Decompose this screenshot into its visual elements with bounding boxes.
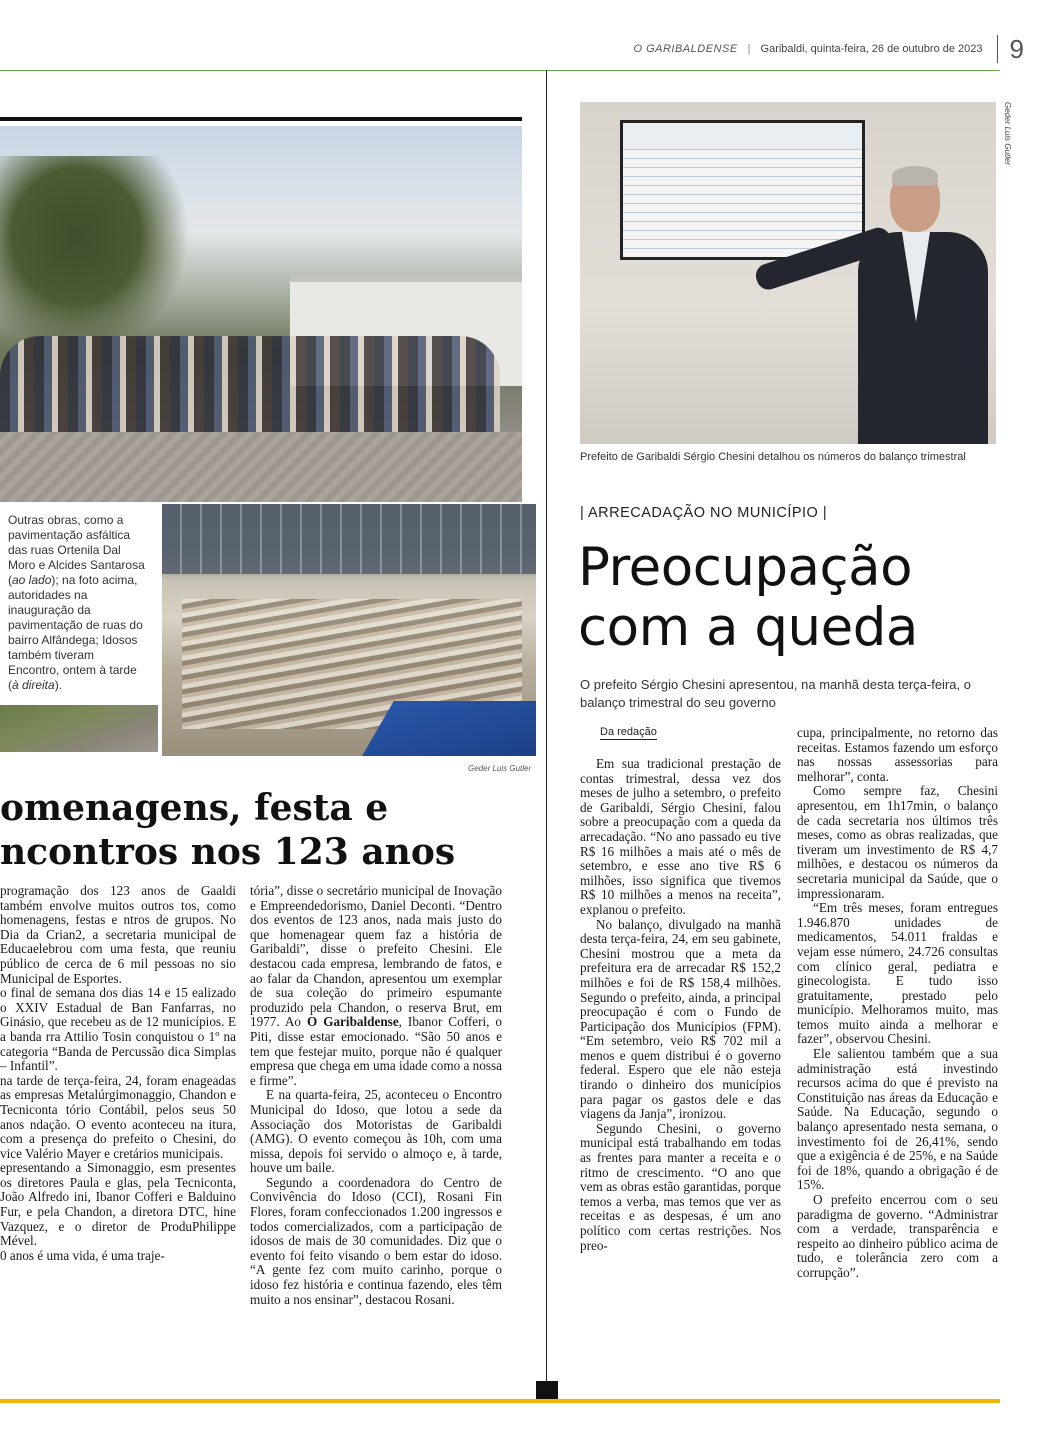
paragraph: epresentando a Simonaggio, esm presentes os diretores Paula e glas, pela Tecniconta, João Alfredo ini, Ibanor Cofferi e Balduino Fur, e pela Chandon, a diretora DTC, hine Vazquez, e o diretor de ProduPhilippe Mével. [0, 1160, 236, 1249]
paragraph: Segundo a coordenadora do Centro de Convivência do Idoso (CCI), Rosani Fin Flores, foram confeccionados 1.200 ingressos e todos comercializados, com a participação de idosos de mais de 30 comunidades. Diz que o evento foi feito visando o bem estar do idoso. “A gente fez com muito carinho, porque o idoso fez história e continua fazendo, eles têm muito a nos ensinar”, destacou Rosani. [250, 1174, 502, 1307]
dateline: Garibaldi, quinta-feira, 26 de outubro de 2023 [760, 43, 983, 55]
trees-shape [0, 156, 190, 356]
section-rule [0, 117, 522, 121]
paragraph: Em sua tradicional prestação de contas trimestral, dessa vez dos meses de julho a setembro, o prefeito de Garibaldi, Sérgio Chesini, falou sobre a preocupação com a queda da arrecadação. “No ano passado eu tive R$ 16 milhões a mais até o mês de setembro, e esse ano tive R$ 6 milhões, isso significa que tivemos R$ 10 milhões a menos na receita”, explanou o prefeito. [580, 756, 781, 917]
footer-rule [0, 1399, 1000, 1403]
mayor-figure-shape [850, 162, 990, 444]
header-separator: | [747, 43, 751, 55]
group-photo-inauguration [0, 126, 522, 502]
photo-side-caption: Outras obras, como a pavimentação asfáltica das ruas Ortenila Dal Moro e Alcides Santarosa (ao lado); na foto acima, autoridades na inauguração da pavimentação de ruas do bairro Alfândega; Idosos também tiveram Encontro, ontem à tarde (à direita). [8, 513, 145, 692]
photo-credit-vertical: Geder Luis Gutler [1003, 102, 1012, 166]
article-column-1 [580, 757, 781, 1253]
paragraph: O prefeito encerrou com o seu paradigma de governo. “Administrar com a verdade, transparência e respeito ao dinheiro público acima de tudo, e tolerância zero com a corrupção”. [797, 1192, 998, 1280]
article-column-2 [797, 726, 998, 1281]
photo-credit: Geder Luis Gutler [468, 764, 532, 773]
mayor-presentation-photo [580, 102, 996, 444]
page-number: 9 [997, 35, 1024, 63]
elderly-meeting-photo [160, 502, 538, 758]
hall-roof-shape [162, 504, 536, 574]
street-photo-fragment [0, 705, 158, 752]
mayor-photo-caption: Prefeito de Garibaldi Sérgio Chesini detalhou os números do balanço trimestral [580, 451, 966, 463]
article-lead: O prefeito Sérgio Chesini apresentou, na manhã desta terça-feira, o balanço trimestral do seu governo [580, 677, 971, 710]
byline: Da redação [600, 726, 657, 738]
paragraph: No balanço, divulgado na manhã desta terça-feira, 24, em seu gabinete, Chesini mostrou que a meta da prefeitura era de arrecadar R$ 152,2 milhões e foi de R$ 158,4 milhões. Segundo o prefeito, ainda, a principal preocupação é com o Fundo de Participação dos Municípios (FPM). “Em setembro, veio R$ 702 mil a menos e quem distribui é o governo federal. Espero que ele não esteja tirando o dinheiro dos municípios para pagar os gastos dele e das viagens da Janja”, ironizou. [580, 916, 781, 1122]
left-article-column-2 [250, 884, 502, 1307]
hall-blue-floor-shape [362, 701, 538, 756]
paragraph: Ele salientou também que a sua administração está investindo recursos acima do que é previsto na Constituição nas áreas da Educação e Saúde. Na Educação, segundo o balanço apresentado nesta semana, o investimento foi de 26,41%, sendo que a exigência é de 25%, e na Saúde foi de 18%, quando a obrigação é de 15%. [797, 1046, 998, 1193]
paragraph: Segundo Chesini, o governo municipal está trabalhando em todas as frentes para manter a receita e o ritmo de crescimento. “O ano que vem as obras estão garantidas, porque temos a verba, mas temos que ver as receitas e as despesas, é um ano político com certas restrições. Nos preo- [580, 1120, 781, 1253]
paragraph: na tarde de terça-feira, 24, foram enageadas as empresas Metalúrgimonaggio, Chandon e Tecniconta tório Contábil, pelos seus 50 anos ndação. O evento aconteceu na itura, com a presença do prefeito o Chesini, do vice Valério Mayer e cretários municipais. [0, 1072, 236, 1161]
paragraph: cupa, principalmente, no retorno das receitas. Estamos fazendo um esforço nas nossas assessorias para melhorar”, conta. [797, 725, 998, 784]
presentation-screen-shape [620, 120, 865, 260]
article-headline: Preocupação com a queda [578, 537, 918, 658]
paragraph: o final de semana dos dias 14 e 15 ealizado o XXIV Estadual de Ban Fanfarras, no Ginásio, que recebeu as de 12 municípios. E a banda rra Attilio Tosin conquistou o 1º na categoria “Banda de Percussão dica Simplas – Infantil”. [0, 985, 236, 1074]
header-rule [0, 70, 1000, 71]
column-divider [546, 70, 547, 1385]
paragraph: E na quarta-feira, 25, aconteceu o Encontro Municipal do Idoso, que lotou a sede da Associação dos Motoristas de Garibaldi (AMG). O evento começou às 10h, com uma missa, depois foi servido o almoço e, à tarde, houve um baile. [250, 1087, 502, 1176]
paragraph: “Em três meses, foram entregues 1.946.870 unidades de medicamentos, 54.011 fraldas e vejam esse número, 24.726 consultas com clínico geral, pediatra e ginecologista. E tudo isso gratuitamente, prestado pelo município. Melhoramos muito, mas temos muito ainda a melhorar e fazer”, observou Chesini. [797, 900, 998, 1047]
article-kicker: | ARRECADAÇÃO NO MUNICÍPIO | [580, 505, 828, 521]
paragraph: 0 anos é uma vida, é uma traje- [0, 1247, 165, 1263]
newspaper-name: O GARIBALDENSE [633, 43, 738, 55]
paragraph: programação dos 123 anos de Gaaldi também envolve muitos outros tos, como homenagens, festas e ntros de grupos. No Dia da Crian2, a secretaria municipal de Educaelebrou com uma festa, que reuniu público de cerca de 6 mil pessoas no sio Municipal de Esportes. [0, 883, 236, 986]
paved-road-shape [0, 432, 522, 502]
left-article-headline: omenagens, festa e ncontros nos 123 anos [0, 787, 456, 873]
paragraph: tória”, disse o secretário municipal de Inovação e Empreendedorismo, Daniel Deconti. “Dentro dos eventos de 123 anos, nada mais justo do que homenagear quem faz a história de Garibaldi”, disse o prefeito Chesini. Ele destacou cada empresa, lembrando de fatos, e ao falar da Chandon, apresentou um exemplar de sua coleção do primeiro espumante produzido pela Chandon, o reserva Brut, em 1977. Ao O Garibaldense, Ibanor Cofferi, o Piti, disse estar emocionado. “São 50 anos e tem que festejar muito, porque não é qualquer empresa que chega em uma idade como a nossa e firme”. [250, 883, 502, 1088]
left-article-column-1 [0, 884, 236, 1263]
page-header [633, 34, 1024, 64]
paragraph: Como sempre faz, Chesini apresentou, em 1h17min, o balanço de cada secretaria nos últimos três meses, como as obras realizadas, que tiveram um investimento de R$ 4,7 milhões, e destacou os números da secretaria municipal da Saúde, que o impressionaram. [797, 783, 998, 901]
